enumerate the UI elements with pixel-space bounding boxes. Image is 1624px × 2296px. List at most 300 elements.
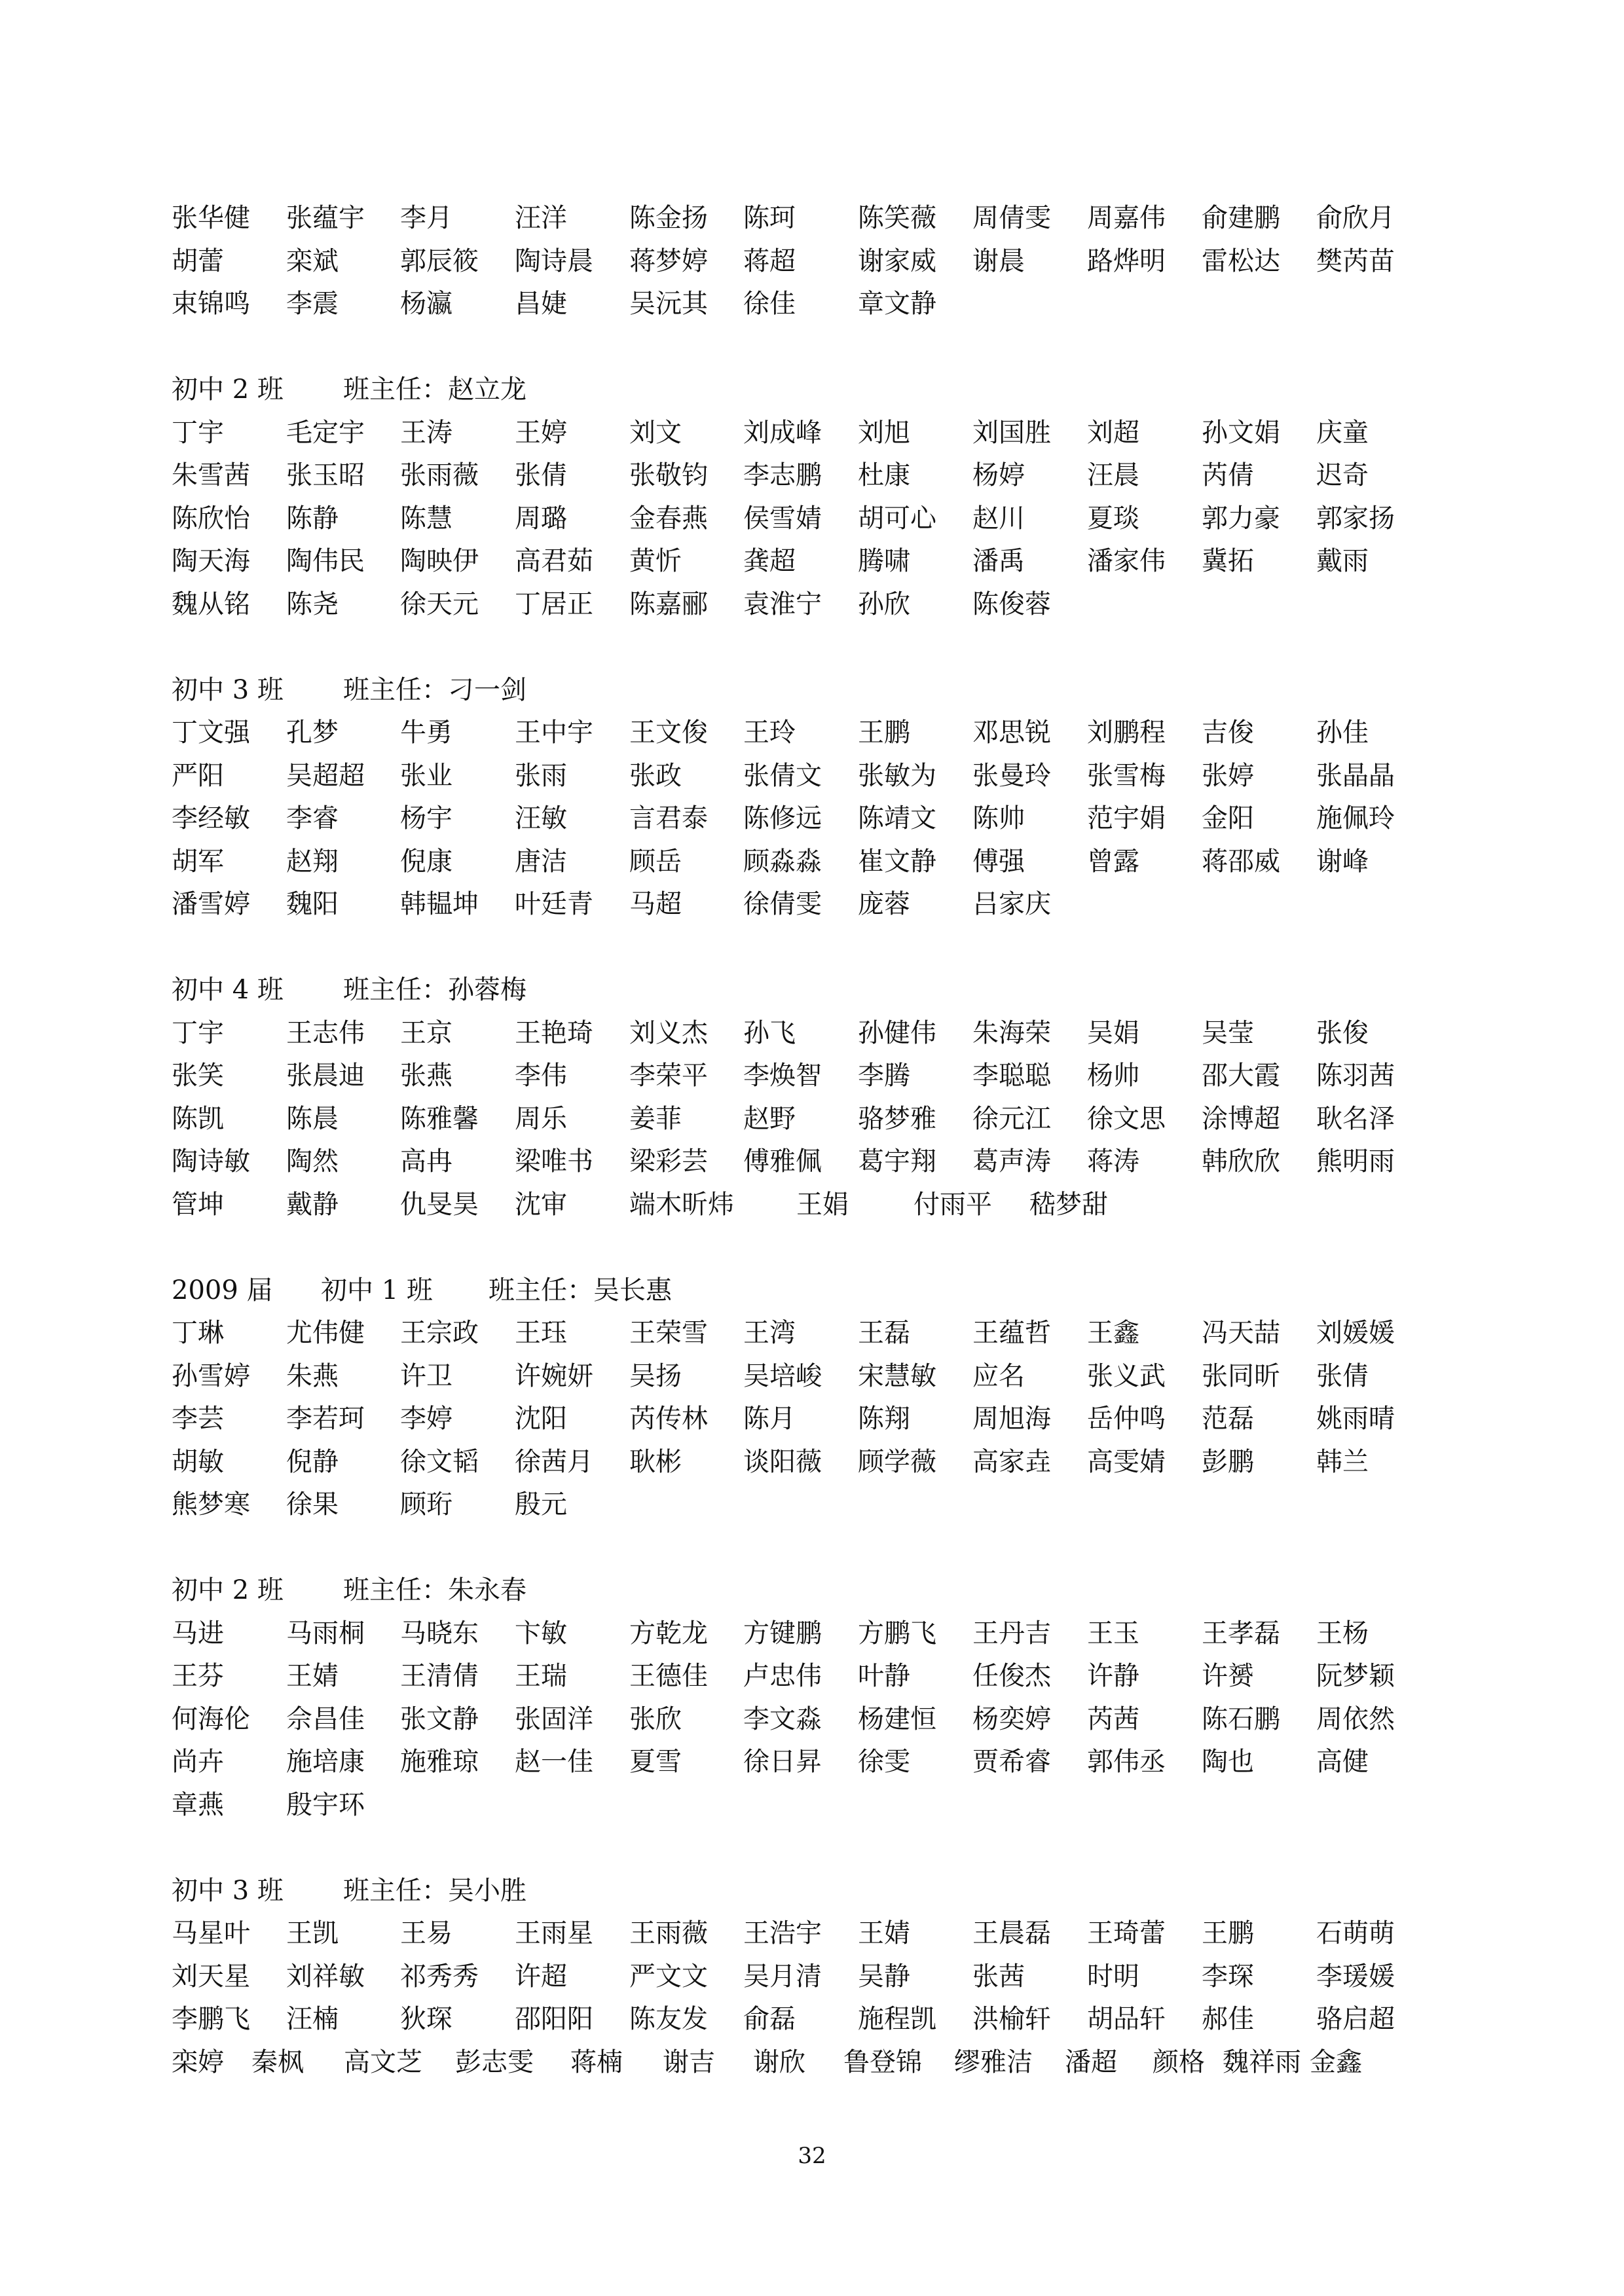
student-name: 龚超 [743, 546, 796, 576]
student-name: 张俊 [1316, 1017, 1369, 1048]
student-name: 王浩宇 [743, 1918, 822, 1948]
student-name: 李伟 [515, 1061, 567, 1091]
student-name: 蒋涛 [1087, 1146, 1139, 1176]
student-name: 马进 [172, 1618, 224, 1649]
student-name: 王京 [400, 1017, 452, 1048]
student-name: 赵翔 [286, 846, 339, 877]
student-name: 王鹏 [858, 718, 910, 748]
student-name: 胡可心 [858, 503, 936, 534]
student-name: 魏祥雨 [1223, 2047, 1301, 2077]
student-name: 刘旭 [858, 417, 910, 448]
homeroom-teacher: 班主任：吴小胜 [343, 1875, 526, 1906]
student-name: 陈修远 [743, 803, 822, 833]
name-row [0, 1698, 1624, 1741]
student-name: 谢吉 [663, 2047, 715, 2077]
student-name: 方键鹏 [743, 1618, 822, 1649]
student-name: 吴培峻 [743, 1360, 822, 1391]
student-name: 岳仲鸣 [1087, 1404, 1166, 1434]
student-name: 缪雅洁 [954, 2047, 1033, 2077]
student-name: 应名 [972, 1360, 1025, 1391]
student-name: 陈俊蓉 [972, 589, 1051, 619]
student-name: 侯雪婧 [743, 503, 822, 534]
student-name: 徐果 [286, 1489, 339, 1520]
student-name: 王德佳 [629, 1661, 708, 1691]
student-name: 任俊杰 [972, 1661, 1051, 1691]
student-name: 刘义杰 [629, 1017, 708, 1048]
student-name: 金阳 [1202, 803, 1254, 833]
student-name: 端木昕炜 [629, 1189, 734, 1220]
student-name: 吴娟 [1087, 1017, 1139, 1048]
student-name: 郝佳 [1202, 2004, 1254, 2034]
name-row [0, 583, 1624, 626]
student-name: 陈翔 [858, 1404, 910, 1434]
class-label: 初中 1 班 [321, 1275, 433, 1305]
student-name: 潘超 [1065, 2047, 1117, 2077]
student-name: 周依然 [1316, 1704, 1395, 1734]
student-name: 张敏为 [858, 760, 936, 791]
name-row [0, 1955, 1624, 1998]
student-name: 赵野 [743, 1103, 796, 1134]
student-name: 吴静 [858, 1961, 910, 1992]
student-name: 殷宇环 [286, 1789, 365, 1820]
student-name: 张固洋 [515, 1704, 593, 1734]
student-name: 方鹏飞 [858, 1618, 936, 1649]
student-name: 王娟 [796, 1189, 849, 1220]
student-name: 孙文娟 [1202, 417, 1280, 448]
student-name: 严阳 [172, 760, 224, 791]
student-name: 徐雯 [858, 1747, 910, 1777]
student-name: 付雨平 [913, 1189, 992, 1220]
student-name: 韩欣欣 [1202, 1146, 1280, 1176]
name-row [0, 1997, 1624, 2041]
student-name: 张敬钧 [629, 460, 708, 490]
student-name: 张文静 [400, 1704, 479, 1734]
student-name: 张蕴宇 [286, 203, 365, 233]
student-name: 汪敏 [515, 803, 567, 833]
name-row [0, 454, 1624, 497]
student-name: 孔梦 [286, 718, 339, 748]
student-name: 郭家扬 [1316, 503, 1395, 534]
student-name: 郭伟丞 [1087, 1747, 1166, 1777]
student-name: 栾婷 [172, 2047, 224, 2077]
student-name: 李志鹏 [743, 460, 822, 490]
class-label: 初中 2 班 [172, 374, 284, 405]
student-name: 张曼玲 [972, 760, 1051, 791]
student-name: 王婷 [515, 417, 567, 448]
student-name: 刘媛媛 [1316, 1318, 1395, 1348]
student-name: 许超 [515, 1961, 567, 1992]
student-name: 王孝磊 [1202, 1618, 1280, 1649]
student-name: 李若珂 [286, 1404, 365, 1434]
student-name: 许婉妍 [515, 1360, 593, 1391]
student-name: 徐元江 [972, 1103, 1051, 1134]
name-row [0, 1783, 1624, 1827]
student-name: 陈尧 [286, 589, 339, 619]
student-name: 傅强 [972, 846, 1025, 877]
student-name: 朱燕 [286, 1360, 339, 1391]
name-row [0, 1912, 1624, 1955]
student-name: 王珏 [515, 1318, 567, 1348]
class-header [0, 968, 1624, 1011]
student-name: 陶映伊 [400, 546, 479, 576]
student-name: 耿名泽 [1316, 1103, 1395, 1134]
student-name: 阮梦颖 [1316, 1661, 1395, 1691]
student-name: 马星叶 [172, 1918, 250, 1948]
student-name: 周璐 [515, 503, 567, 534]
student-name: 嵇梦甜 [1029, 1189, 1108, 1220]
student-name: 马雨桐 [286, 1618, 365, 1649]
student-name: 叶廷青 [515, 889, 593, 919]
name-row [0, 1054, 1624, 1097]
student-name: 陈羽茜 [1316, 1061, 1395, 1091]
student-name: 骆梦雅 [858, 1103, 936, 1134]
student-name: 蒋邵威 [1202, 846, 1280, 877]
student-name: 李文淼 [743, 1704, 822, 1734]
name-row [0, 1183, 1624, 1226]
student-name: 朱雪茜 [172, 460, 250, 490]
student-name: 李腾 [858, 1061, 910, 1091]
student-name: 魏阳 [286, 889, 339, 919]
student-name: 俞欣月 [1316, 203, 1395, 233]
student-name: 李焕智 [743, 1061, 822, 1091]
student-name: 张晨迪 [286, 1061, 365, 1091]
student-name: 张笑 [172, 1061, 224, 1091]
student-name: 胡敏 [172, 1446, 224, 1477]
student-name: 尤伟健 [286, 1318, 365, 1348]
student-name: 王玲 [743, 718, 796, 748]
student-name: 陈帅 [972, 803, 1025, 833]
student-name: 张倩 [1316, 1360, 1369, 1391]
student-name: 顾岳 [629, 846, 682, 877]
student-name: 张华健 [172, 203, 250, 233]
student-name: 李芸 [172, 1404, 224, 1434]
student-name: 叶静 [858, 1661, 910, 1691]
student-name: 彭鹏 [1202, 1446, 1254, 1477]
student-name: 王杨 [1316, 1618, 1369, 1649]
student-name: 刘成峰 [743, 417, 822, 448]
student-name: 丁宇 [172, 1017, 224, 1048]
blank-line [0, 926, 1624, 969]
student-name: 施雅琼 [400, 1747, 479, 1777]
student-name: 陈晨 [286, 1103, 339, 1134]
student-name: 李婷 [400, 1404, 452, 1434]
student-name: 王清倩 [400, 1661, 479, 1691]
student-name: 陈雅馨 [400, 1103, 479, 1134]
student-name: 汪洋 [515, 203, 567, 233]
student-name: 徐文韬 [400, 1446, 479, 1477]
cohort-year: 2009 届 [172, 1275, 273, 1305]
student-name: 丁文强 [172, 718, 250, 748]
student-name: 许赟 [1202, 1661, 1254, 1691]
student-name: 胡蕾 [172, 246, 224, 276]
class-header [0, 1869, 1624, 1912]
student-name: 李月 [400, 203, 452, 233]
student-name: 王琦蕾 [1087, 1918, 1166, 1948]
student-name: 张婷 [1202, 760, 1254, 791]
student-name: 潘家伟 [1087, 546, 1166, 576]
student-name: 宋慧敏 [858, 1360, 936, 1391]
blank-line [0, 325, 1624, 369]
student-name: 施程凯 [858, 2004, 936, 2034]
student-name: 徐茜月 [515, 1446, 593, 1477]
student-name: 赵一佳 [515, 1747, 593, 1777]
student-name: 张义武 [1087, 1360, 1166, 1391]
student-name: 张倩 [515, 460, 567, 490]
student-name: 魏从铭 [172, 589, 250, 619]
student-name: 杨建恒 [858, 1704, 936, 1734]
student-name: 王鑫 [1087, 1318, 1139, 1348]
name-row [0, 1397, 1624, 1440]
student-name: 陈静 [286, 503, 339, 534]
student-name: 彭志雯 [455, 2047, 534, 2077]
student-name: 周倩雯 [972, 203, 1051, 233]
student-name: 腾啸 [858, 546, 910, 576]
student-name: 高冉 [400, 1146, 452, 1176]
blank-line [0, 1226, 1624, 1269]
student-name: 刘天星 [172, 1961, 250, 1992]
student-name: 冀拓 [1202, 546, 1254, 576]
student-name: 刘鹏程 [1087, 718, 1166, 748]
student-name: 王宗政 [400, 1318, 479, 1348]
student-name: 谢晨 [972, 246, 1025, 276]
student-name: 陈金扬 [629, 203, 708, 233]
homeroom-teacher: 班主任：刁一剑 [343, 674, 526, 705]
name-row [0, 497, 1624, 540]
student-name: 蒋楠 [570, 2047, 623, 2077]
student-name: 王雨薇 [629, 1918, 708, 1948]
student-name: 李睿 [286, 803, 339, 833]
student-name: 潘禹 [972, 546, 1025, 576]
class-label: 初中 4 班 [172, 975, 284, 1005]
student-name: 杜康 [858, 460, 910, 490]
class-label: 初中 3 班 [172, 674, 284, 705]
student-name: 高健 [1316, 1747, 1369, 1777]
student-name: 杨帅 [1087, 1061, 1139, 1091]
student-name: 张玉昭 [286, 460, 365, 490]
homeroom-teacher: 班主任：吴长惠 [489, 1275, 672, 1305]
student-name: 刘超 [1087, 417, 1139, 448]
student-name: 邵阳阳 [515, 2004, 593, 2034]
student-name: 范宇娟 [1087, 803, 1166, 833]
student-name: 张同昕 [1202, 1360, 1280, 1391]
student-name: 张业 [400, 760, 452, 791]
student-name: 韩韫坤 [400, 889, 479, 919]
student-name: 许静 [1087, 1661, 1139, 1691]
student-name: 吕家庆 [972, 889, 1051, 919]
student-name: 王鹏 [1202, 1918, 1254, 1948]
student-name: 迟奇 [1316, 460, 1369, 490]
student-name: 李震 [286, 289, 339, 319]
student-name: 吴沅其 [629, 289, 708, 319]
student-name: 祁秀秀 [400, 1961, 479, 1992]
student-name: 高君茹 [515, 546, 593, 576]
student-name: 张燕 [400, 1061, 452, 1091]
name-row [0, 1612, 1624, 1655]
student-name: 邵大霞 [1202, 1061, 1280, 1091]
student-name: 杨宇 [400, 803, 452, 833]
student-name: 施培康 [286, 1747, 365, 1777]
student-name: 刘文 [629, 417, 682, 448]
student-name: 谢家威 [858, 246, 936, 276]
student-name: 熊梦寒 [172, 1489, 250, 1520]
student-name: 王雨星 [515, 1918, 593, 1948]
student-name: 王婧 [858, 1918, 910, 1948]
student-name: 王中宇 [515, 718, 593, 748]
name-row [0, 1311, 1624, 1355]
student-name: 李经敏 [172, 803, 250, 833]
name-row [0, 1140, 1624, 1183]
student-name: 王凯 [286, 1918, 339, 1948]
student-name: 丁居正 [515, 589, 593, 619]
student-name: 李聪聪 [972, 1061, 1051, 1091]
student-name: 杨瀛 [400, 289, 452, 319]
class-header [0, 368, 1624, 411]
student-name: 张倩文 [743, 760, 822, 791]
student-name: 梁彩芸 [629, 1146, 708, 1176]
student-name: 马超 [629, 889, 682, 919]
name-row [0, 411, 1624, 454]
name-row [0, 2041, 1624, 2084]
student-name: 章文静 [858, 289, 936, 319]
name-row [0, 1483, 1624, 1526]
blank-line [0, 1526, 1624, 1569]
student-name: 黄忻 [629, 546, 682, 576]
student-name: 孙欣 [858, 589, 910, 619]
name-row [0, 539, 1624, 583]
student-name: 袁淮宁 [743, 589, 822, 619]
student-name: 唐洁 [515, 846, 567, 877]
student-name: 杨奕婷 [972, 1704, 1051, 1734]
student-name: 葛宇翔 [858, 1146, 936, 1176]
student-name: 吴扬 [629, 1360, 682, 1391]
student-name: 刘祥敏 [286, 1961, 365, 1992]
student-name: 陈石鹏 [1202, 1704, 1280, 1734]
student-name: 牛勇 [400, 718, 452, 748]
class-label: 初中 3 班 [172, 1875, 284, 1906]
student-name: 王荣雪 [629, 1318, 708, 1348]
student-name: 金鑫 [1310, 2047, 1362, 2077]
student-name: 杨婷 [972, 460, 1025, 490]
student-name: 雷松达 [1202, 246, 1280, 276]
student-name: 昌婕 [515, 289, 567, 319]
student-name: 王婧 [286, 1661, 339, 1691]
student-name: 张雪梅 [1087, 760, 1166, 791]
name-row [0, 797, 1624, 840]
student-name: 郭力豪 [1202, 503, 1280, 534]
student-name: 仇旻昊 [400, 1189, 479, 1220]
student-name: 耿彬 [629, 1446, 682, 1477]
student-name: 陈慧 [400, 503, 452, 534]
student-name: 张茜 [972, 1961, 1025, 1992]
student-name: 周旭海 [972, 1404, 1051, 1434]
student-name: 胡品轩 [1087, 2004, 1166, 2034]
name-row [0, 1740, 1624, 1783]
student-name: 徐日昇 [743, 1747, 822, 1777]
name-row [0, 840, 1624, 883]
student-name: 张雨 [515, 760, 567, 791]
student-name: 夏琰 [1087, 503, 1139, 534]
student-name: 徐倩雯 [743, 889, 822, 919]
name-row [0, 1097, 1624, 1140]
student-name: 冯天喆 [1202, 1318, 1280, 1348]
student-name: 栾斌 [286, 246, 339, 276]
student-name: 庞蓉 [858, 889, 910, 919]
student-name: 陈月 [743, 1404, 796, 1434]
student-name: 尚卉 [172, 1747, 224, 1777]
student-name: 张欣 [629, 1704, 682, 1734]
student-name: 王艳琦 [515, 1017, 593, 1048]
student-name: 殷元 [515, 1489, 567, 1520]
student-name: 王玉 [1087, 1618, 1139, 1649]
student-name: 马晓东 [400, 1618, 479, 1649]
name-row [0, 1011, 1624, 1055]
name-row [0, 1654, 1624, 1698]
student-name: 陈友发 [629, 2004, 708, 2034]
student-name: 王易 [400, 1918, 452, 1948]
name-row [0, 711, 1624, 754]
student-name: 蒋超 [743, 246, 796, 276]
student-name: 陈凯 [172, 1103, 224, 1134]
student-name: 佘昌佳 [286, 1704, 365, 1734]
student-name: 李瑗媛 [1316, 1961, 1395, 1992]
student-name: 徐天元 [400, 589, 479, 619]
student-name: 蒋梦婷 [629, 246, 708, 276]
name-row [0, 883, 1624, 926]
student-name: 王蕴哲 [972, 1318, 1051, 1348]
student-name: 沈阳 [515, 1404, 567, 1434]
student-name: 高家垚 [972, 1446, 1051, 1477]
student-name: 徐佳 [743, 289, 796, 319]
student-name: 卢忠伟 [743, 1661, 822, 1691]
student-name: 陶天海 [172, 546, 250, 576]
student-name: 时明 [1087, 1961, 1139, 1992]
blank-line [0, 625, 1624, 668]
student-name: 陶伟民 [286, 546, 365, 576]
student-name: 顾学薇 [858, 1446, 936, 1477]
student-name: 孙佳 [1316, 718, 1369, 748]
student-name: 金春燕 [629, 503, 708, 534]
student-name: 王晨磊 [972, 1918, 1051, 1948]
student-name: 王涛 [400, 417, 452, 448]
student-name: 何海伦 [172, 1704, 250, 1734]
student-name: 沈审 [515, 1189, 567, 1220]
student-name: 言君泰 [629, 803, 708, 833]
student-name: 涂博超 [1202, 1103, 1280, 1134]
name-row [0, 754, 1624, 797]
student-name: 骆启超 [1316, 2004, 1395, 2034]
student-name: 芮茜 [1087, 1704, 1139, 1734]
student-name: 韩兰 [1316, 1446, 1369, 1477]
student-name: 汪楠 [286, 2004, 339, 2034]
student-name: 潘雪婷 [172, 889, 250, 919]
student-name: 王湾 [743, 1318, 796, 1348]
student-name: 陶诗敏 [172, 1146, 250, 1176]
student-name: 熊明雨 [1316, 1146, 1395, 1176]
student-name: 吉俊 [1202, 718, 1254, 748]
student-name: 俞磊 [743, 2004, 796, 2034]
student-name: 范磊 [1202, 1404, 1254, 1434]
student-name: 李荣平 [629, 1061, 708, 1091]
student-name: 施佩玲 [1316, 803, 1395, 833]
student-name: 秦枫 [251, 2047, 304, 2077]
student-name: 陈欣怡 [172, 503, 250, 534]
student-name: 傅雅佩 [743, 1146, 822, 1176]
student-name: 张晶晶 [1316, 760, 1395, 791]
student-name: 芮传林 [629, 1404, 708, 1434]
student-name: 严文文 [629, 1961, 708, 1992]
student-name: 徐文思 [1087, 1103, 1166, 1134]
student-name: 丁宇 [172, 417, 224, 448]
